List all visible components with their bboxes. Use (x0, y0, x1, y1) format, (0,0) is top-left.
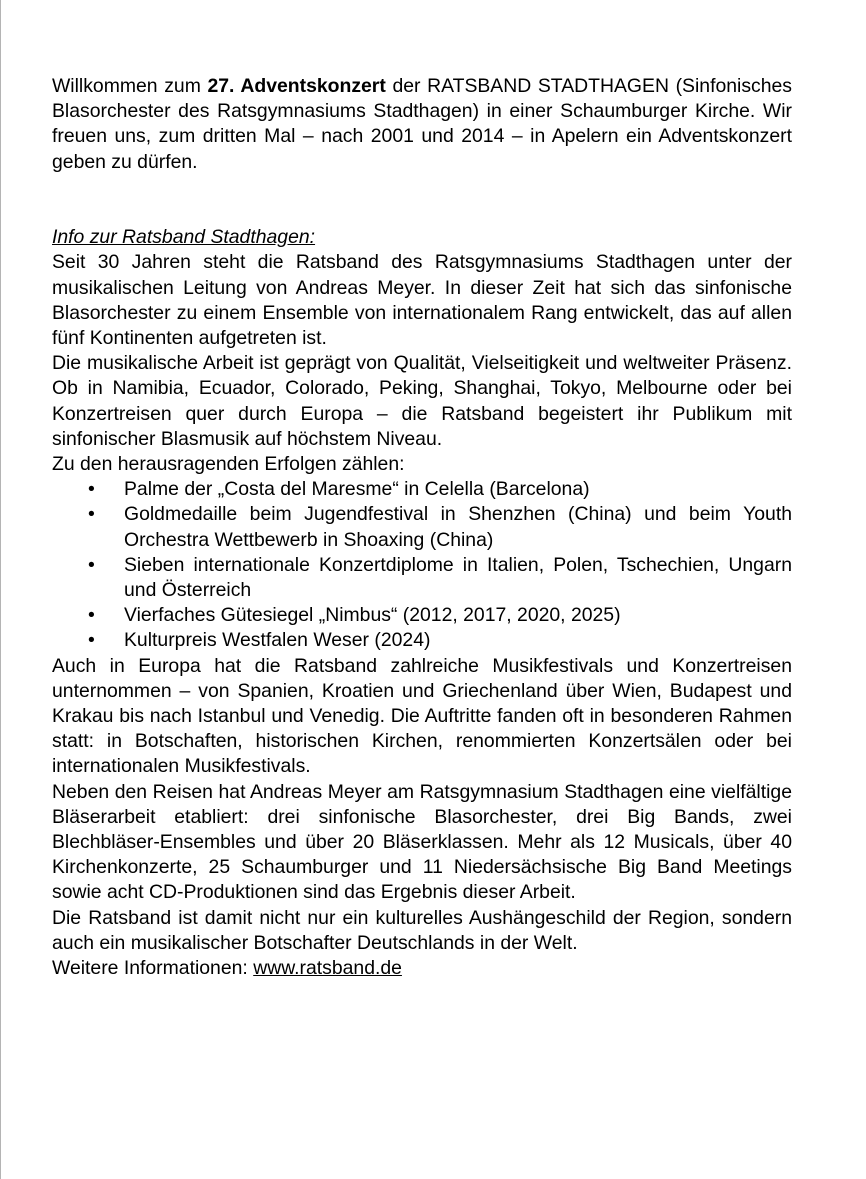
page-edge-line (0, 0, 1, 1179)
achievement-item (52, 477, 792, 502)
achievement-item (52, 502, 792, 552)
achievements-list (52, 477, 792, 653)
achievement-text: Goldmedaille beim Jugendfestival in Shenzhen (China) und beim Youth Orchestra Wettbewerb in Shoaxing (China) (124, 503, 792, 551)
bullet-icon: • (88, 629, 95, 652)
more-info-label: Weitere Informationen: (52, 957, 254, 980)
website-link[interactable]: www.ratsband.de (253, 957, 402, 980)
achievement-item (52, 553, 792, 603)
achievement-text: Palme der „Costa del Maresme“ in Celella (Barcelona) (124, 478, 590, 501)
bullet-icon: • (88, 604, 95, 627)
more-info-line (52, 956, 792, 981)
info-paragraph-school-work: Neben den Reisen hat Andreas Meyer am Ratsgymnasium Stadthagen eine vielfältige Bläserarbeit etabliert: drei sinfonische Blasorchester, drei Big Bands, zwei Blechbläser-Ensembles und über 20 Bläserklassen. Mehr als 12 Musicals, über 40 Kirchenkonzerte, 25 Schaumburger und 11 Niedersächsische Big Band Meetings sowie acht CD-Produktionen sind das Ergebnis dieser Arbeit. (52, 780, 792, 904)
bullet-icon: • (88, 503, 95, 526)
achievement-item (52, 628, 792, 653)
achievement-text: Sieben internationale Konzertdiplome in Italien, Polen, Tschechien, Ungarn und Österreich (124, 553, 792, 602)
intro-text-pre: Willkommen zum (52, 75, 208, 97)
document-body (52, 74, 792, 981)
achievement-item (52, 603, 792, 628)
achievements-intro: Zu den herausragenden Erfolgen zählen: (52, 453, 405, 476)
info-paragraph-ambassador: Die Ratsband ist damit nicht nur ein kulturelles Aushängeschild der Region, sondern auch ein musikalischer Botschafter Deutschlands in der Welt. (52, 906, 792, 954)
info-heading: Info zur Ratsband Stadthagen: (52, 226, 316, 249)
bullet-icon: • (88, 553, 95, 576)
intro-text-post: der RATSBAND STADTHAGEN (Sinfonisches Blasorchester des Ratsgymnasiums Stadthagen) in einer Schaumburger Kirche. Wir freuen uns, zum dritten Mal – nach 2001 und 2014 – in Apelern ein Adventskonzert geben zu dürfen. (52, 75, 792, 173)
achievement-text: Kulturpreis Westfalen Weser (2024) (124, 629, 431, 652)
concert-title: 27. Adventskonzert (207, 75, 386, 97)
info-paragraph-europe: Auch in Europa hat die Ratsband zahlreiche Musikfestivals und Konzertreisen unternommen – von Spanien, Kroatien und Griechenland über Wien, Budapest und Krakau bis nach Istanbul und Venedig. Die Auftritte fanden oft in besonderen Rahmen statt: in Botschaften, historischen Kirchen, renommierten Konzertsälen oder bei internationalen Musikfestivals. (52, 654, 792, 778)
achievement-text: Vierfaches Gütesiegel „Nimbus“ (2012, 2017, 2020, 2025) (124, 604, 621, 627)
bullet-icon: • (88, 478, 95, 501)
info-paragraph-quality: Die musikalische Arbeit ist geprägt von Qualität, Vielseitigkeit und weltweiter Präsenz. Ob in Namibia, Ecuador, Colorado, Peking, Shanghai, Tokyo, Melbourne oder bei Konzertreisen quer durch Europa – die Ratsband begeistert ihr Publikum mit sinfonischer Blasmusik auf höchstem Niveau. (52, 352, 792, 450)
info-paragraph-history: Seit 30 Jahren steht die Ratsband des Ratsgymnasiums Stadthagen unter der musikalischen Leitung von Andreas Meyer. In dieser Zeit hat sich das sinfonische Blasorchester zu einem Ensemble von internationalem Rang entwickelt, das auf allen fünf Kontinenten aufgetreten ist. (52, 251, 792, 350)
intro-paragraph (52, 74, 792, 175)
